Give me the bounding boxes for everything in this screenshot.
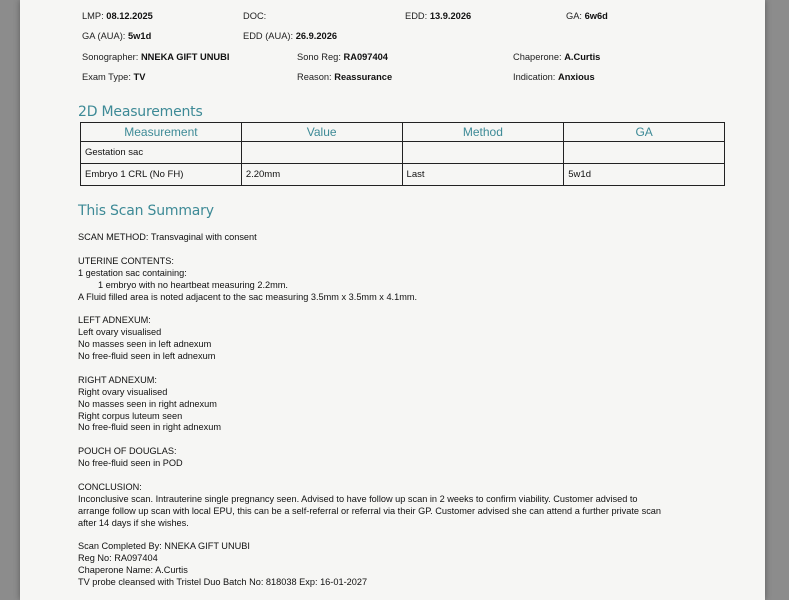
measurements-table (80, 122, 725, 186)
exam-type-field (82, 72, 145, 82)
completed-by: Scan Completed By: NNEKA GIFT UNUBI (78, 541, 250, 552)
edd-aua-value: 26.9.2026 (295, 31, 338, 41)
edd-value: 13.9.2026 (429, 11, 472, 21)
sono-reg-field (297, 52, 388, 62)
doc-label: DOC: (243, 11, 267, 21)
uterine-line: A Fluid filled area is noted adjacent to the sac measuring 3.5mm x 3.5mm x 4.1mm. (78, 291, 418, 302)
edd-aua-label: EDD (AUA): (243, 31, 294, 41)
table-cell: 2.20mm (241, 164, 402, 186)
lmp-field (82, 11, 153, 21)
uterine-line: 1 gestation sac containing: (78, 267, 187, 278)
indication-value: Anxious (557, 72, 595, 82)
table-row (81, 142, 725, 164)
conclusion-heading: CONCLUSION: (78, 481, 142, 492)
column-header-ga: GA (564, 123, 725, 142)
report-page (20, 0, 765, 600)
table-row (81, 164, 725, 186)
table-cell: Gestation sac (81, 142, 242, 164)
right-adnexum-line: Right corpus luteum seen (78, 410, 183, 421)
scan-summary (78, 232, 728, 589)
sono-reg-label: Sono Reg: (297, 52, 341, 62)
chaperone-value: A.Curtis (564, 52, 601, 62)
column-header-measurement: Measurement (81, 123, 242, 142)
table-cell: Embryo 1 CRL (No FH) (81, 164, 242, 186)
edd-field (405, 11, 471, 21)
reason-field (297, 72, 392, 82)
reason-label: Reason: (297, 72, 332, 82)
lmp-value: 08.12.2025 (106, 11, 153, 21)
lmp-label: LMP: (82, 11, 104, 21)
summary-title: This Scan Summary (78, 203, 214, 219)
doc-field (243, 11, 266, 21)
ga-aua-field (82, 31, 151, 41)
uterine-heading: UTERINE CONTENTS: (78, 255, 174, 266)
table-cell (241, 142, 402, 164)
reason-value: Reassurance (334, 72, 393, 82)
right-adnexum-line: Right ovary visualised (78, 386, 168, 397)
edd-label: EDD: (405, 11, 428, 21)
right-adnexum-heading: RIGHT ADNEXUM: (78, 374, 157, 385)
sonographer-field (82, 52, 229, 62)
right-adnexum-line: No free-fluid seen in right adnexum (78, 422, 221, 433)
column-header-method: Method (402, 123, 564, 142)
exam-type-value: TV (133, 72, 146, 82)
ga-label: GA: (566, 11, 583, 21)
exam-type-label: Exam Type: (82, 72, 131, 82)
indication-label: Indication: (513, 72, 556, 82)
right-adnexum-line: No masses seen in right adnexum (78, 398, 217, 409)
uterine-line: 1 embryo with no heartbeat measuring 2.2mm. (98, 279, 288, 290)
reg-no: Reg No: RA097404 (78, 553, 158, 564)
left-adnexum-line: No masses seen in left adnexum (78, 339, 212, 350)
left-adnexum-line: No free-fluid seen in left adnexum (78, 351, 216, 362)
ga-aua-value: 5w1d (128, 31, 152, 41)
ga-field (566, 11, 608, 21)
scan-method: SCAN METHOD: Transvaginal with consent (78, 232, 257, 242)
table-cell: Last (402, 164, 564, 186)
chaperone-name: Chaperone Name: A.Curtis (78, 565, 188, 576)
ga-value: 6w6d (584, 11, 608, 21)
pod-line: No free-fluid seen in POD (78, 458, 183, 469)
measurements-title: 2D Measurements (78, 104, 203, 120)
chaperone-label: Chaperone: (513, 52, 562, 62)
indication-field (513, 72, 595, 82)
left-adnexum-line: Left ovary visualised (78, 327, 162, 338)
edd-aua-field (243, 31, 337, 41)
table-cell: 5w1d (564, 164, 725, 186)
conclusion-line: after 14 days if she wishes. (78, 517, 189, 528)
left-adnexum-heading: LEFT ADNEXUM: (78, 315, 151, 326)
sonographer-label: Sonographer: (82, 52, 139, 62)
conclusion-line: arrange follow up scan with local EPU, this can be a self-referral or referral via their GP. Customer advised she can attend a further private scan (78, 505, 662, 516)
pod-heading: POUCH OF DOUGLAS: (78, 446, 177, 457)
table-cell (402, 142, 564, 164)
ga-aua-label: GA (AUA): (82, 31, 126, 41)
probe-note: TV probe cleansed with Tristel Duo Batch No: 818038 Exp: 16-01-2027 (78, 577, 368, 588)
chaperone-field (513, 52, 600, 62)
table-cell (564, 142, 725, 164)
sonographer-value: NNEKA GIFT UNUBI (140, 52, 230, 62)
column-header-value: Value (241, 123, 402, 142)
table-header-row (81, 123, 725, 142)
conclusion-line: Inconclusive scan. Intrauterine single pregnancy seen. Advised to have follow up scan in 2 weeks to confirm viability. Customer advised to (78, 493, 638, 504)
sono-reg-value: RA097404 (343, 52, 388, 62)
